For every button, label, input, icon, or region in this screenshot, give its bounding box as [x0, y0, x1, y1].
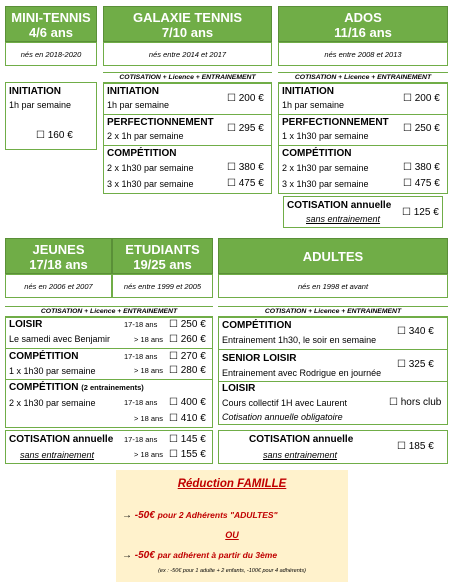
galaxie-box: [103, 82, 272, 194]
divider: [104, 145, 271, 146]
galaxie-comp-price2[interactable]: [227, 178, 264, 190]
jeunes-title: JEUNES: [32, 242, 85, 257]
galaxie-comp-line2: 3 x 1h30 par semaine: [107, 179, 194, 189]
checkbox-icon[interactable]: ☐: [169, 413, 178, 424]
jeunes-caption: COTISATION + Licence + ENTRAINEMENT: [5, 306, 213, 318]
checkbox-icon[interactable]: ☐: [389, 397, 398, 408]
price-value: 270 €: [180, 351, 206, 362]
adultes-senior-line: Entrainement avec Rodrigue en journée: [222, 368, 382, 378]
jeunes-comp2-price2[interactable]: [169, 413, 206, 425]
divider: [6, 348, 212, 349]
galaxie-initiation-line: 1h par semaine: [107, 100, 170, 110]
price-value: 250 €: [180, 319, 206, 330]
arrow-icon: →: [122, 550, 132, 561]
ados-perf-title: PERFECTIONNEMENT: [282, 117, 389, 128]
reduction-line2: [122, 550, 277, 561]
checkbox-icon[interactable]: ☐: [403, 162, 412, 173]
galaxie-initiation-price[interactable]: [227, 93, 264, 105]
galaxie-comp-line1: 2 x 1h30 par semaine: [107, 163, 194, 173]
price-value: 250 €: [414, 123, 440, 134]
jeunes-cotis-sub: sans entrainement: [20, 450, 95, 460]
ados-comp-line1: 2 x 1h30 par semaine: [282, 163, 369, 173]
reduction-famille-box: [116, 470, 348, 582]
checkbox-icon[interactable]: ☐: [402, 207, 411, 218]
divider: [6, 379, 212, 380]
jeunes-comp1-title: COMPÉTITION: [9, 351, 79, 362]
ados-cotisation-box: [283, 196, 443, 228]
etudiants-header: [112, 238, 213, 274]
divider: [219, 381, 447, 382]
reduction-line1-amount: -50€: [134, 510, 155, 521]
ados-comp-price1[interactable]: [403, 162, 440, 174]
age-label: > 18 ans: [134, 414, 163, 423]
reduction-line2-amount: -50€: [134, 550, 155, 561]
jeunes-header: [5, 238, 112, 274]
comp2-note: (2 entrainements): [81, 383, 144, 392]
price-value: 200 €: [238, 93, 264, 104]
checkbox-icon[interactable]: ☐: [36, 130, 45, 141]
checkbox-icon[interactable]: ☐: [227, 123, 236, 134]
price-value: 325 €: [408, 359, 434, 370]
price-value: 260 €: [180, 334, 206, 345]
price-value: 185 €: [408, 441, 434, 452]
adultes-caption: COTISATION + Licence + ENTRAINEMENT: [218, 306, 448, 318]
price-value: 200 €: [414, 93, 440, 104]
ados-comp-line2: 3 x 1h30 par semaine: [282, 179, 369, 189]
checkbox-icon[interactable]: ☐: [397, 441, 406, 452]
mini-price[interactable]: [36, 130, 73, 142]
price-value: 280 €: [180, 365, 206, 376]
ados-header: [278, 6, 448, 42]
adultes-box: [218, 316, 448, 425]
price-value: 125 €: [413, 207, 439, 218]
adultes-title: ADULTES: [302, 248, 364, 264]
age-label: 17-18 ans: [124, 435, 158, 444]
checkbox-icon[interactable]: ☐: [227, 93, 236, 104]
ados-caption: COTISATION + Licence + ENTRAINEMENT: [278, 72, 448, 84]
adultes-loisir-sub: Cotisation annuelle obligatoire: [222, 412, 343, 422]
ados-box: [278, 82, 448, 194]
price-value: 295 €: [238, 123, 264, 134]
ados-initiation-title: INITIATION: [282, 86, 335, 97]
ados-initiation-price[interactable]: [403, 93, 440, 105]
adultes-loisir-title: LOISIR: [222, 383, 256, 394]
galaxie-perf-price[interactable]: [227, 123, 264, 135]
jeunes-cotis-price1[interactable]: [169, 434, 206, 446]
ados-age: 11/16 ans: [334, 25, 392, 40]
checkbox-icon[interactable]: ☐: [403, 123, 412, 134]
checkbox-icon[interactable]: ☐: [169, 434, 178, 445]
galaxie-title: GALAXIE TENNIS: [132, 10, 243, 25]
age-label: > 18 ans: [134, 450, 163, 459]
galaxie-perf-line: 2 x 1h par semaine: [107, 131, 184, 141]
adultes-header: [218, 238, 448, 274]
mini-tennis-title: MINI-TENNIS: [11, 10, 91, 25]
comp2-title-text: COMPÉTITION: [9, 382, 79, 393]
reduction-line1: [122, 510, 278, 521]
ados-comp-price2[interactable]: [403, 178, 440, 190]
adultes-comp-price[interactable]: [397, 326, 434, 338]
adultes-cotis-sub: sans entrainement: [263, 450, 338, 460]
adultes-comp-line: Entrainement 1h30, le soir en semaine: [222, 335, 377, 345]
ados-comp-title: COMPÉTITION: [282, 148, 352, 159]
checkbox-icon[interactable]: ☐: [169, 449, 178, 460]
mini-tennis-age: 4/6 ans: [28, 25, 74, 40]
ados-cotis-title: COTISATION annuelle: [287, 200, 392, 211]
checkbox-icon[interactable]: ☐: [397, 359, 406, 370]
adultes-born: nés en 1998 et avant: [218, 274, 448, 298]
checkbox-icon[interactable]: ☐: [169, 365, 178, 376]
mini-initiation-title: INITIATION: [9, 86, 62, 97]
jeunes-loisir-price1[interactable]: [169, 319, 206, 331]
ados-cotis-sub: sans entrainement: [306, 214, 381, 224]
mini-tennis-born: nés en 2018-2020: [5, 42, 97, 66]
jeunes-age: 17/18 ans: [29, 257, 88, 272]
adultes-senior-price[interactable]: [397, 359, 434, 371]
checkbox-icon[interactable]: ☐: [403, 178, 412, 189]
price-value: 400 €: [180, 397, 206, 408]
jeunes-cotis-price2[interactable]: [169, 449, 206, 461]
jeunes-comp1-line: 1 x 1h30 par semaine: [9, 366, 96, 376]
galaxie-comp-title: COMPÉTITION: [107, 148, 177, 159]
checkbox-icon[interactable]: ☐: [227, 162, 236, 173]
jeunes-comp2-line: 2 x 1h30 par semaine: [9, 398, 96, 408]
divider: [279, 114, 447, 115]
price-value: 410 €: [180, 413, 206, 424]
jeunes-loisir-title: LOISIR: [9, 319, 43, 330]
divider: [104, 114, 271, 115]
checkbox-icon[interactable]: ☐: [403, 93, 412, 104]
price-value: 380 €: [238, 162, 264, 173]
mini-tennis-header: [5, 6, 97, 42]
adultes-senior-title: SENIOR LOISIR: [222, 353, 297, 364]
galaxie-born: nés entre 2014 et 2017: [103, 42, 272, 66]
age-label: 17-18 ans: [124, 320, 158, 329]
galaxie-age: 7/10 ans: [161, 25, 214, 40]
checkbox-icon[interactable]: ☐: [227, 178, 236, 189]
reduction-line1-text: pour 2 Adhérents "ADULTES": [157, 510, 278, 520]
reduction-example: (ex : -50€ pour 1 adulte + 2 enfants, -100€ pour 4 adhérents): [158, 568, 306, 574]
age-label: > 18 ans: [134, 366, 163, 375]
divider: [219, 349, 447, 350]
checkbox-icon[interactable]: ☐: [169, 319, 178, 330]
price-value: hors club: [400, 397, 442, 408]
adultes-cotis-title: COTISATION annuelle: [249, 434, 354, 445]
etudiants-born: nés entre 1999 et 2005: [112, 274, 213, 298]
age-label: 17-18 ans: [124, 352, 158, 361]
reduction-title: Réduction FAMILLE: [177, 478, 287, 490]
checkbox-icon[interactable]: ☐: [169, 351, 178, 362]
mini-initiation-box: [5, 82, 97, 150]
age-label: 17-18 ans: [124, 398, 158, 407]
galaxie-header: [103, 6, 272, 42]
ados-cotis-price[interactable]: [402, 207, 439, 219]
jeunes-comp2-price1[interactable]: [169, 397, 206, 409]
price-value: 155 €: [180, 449, 206, 460]
ados-born: nés entre 2008 et 2013: [278, 42, 448, 66]
etudiants-title: ETUDIANTS: [125, 242, 200, 257]
ados-perf-line: 1 x 1h30 par semaine: [282, 131, 369, 141]
jeunes-loisir-line: Le samedi avec Benjamir: [9, 334, 111, 344]
jeunes-cotis-title: COTISATION annuelle: [9, 434, 114, 445]
adultes-cotisation-box: [218, 430, 448, 464]
adultes-loisir-line: Cours collectif 1H avec Laurent: [222, 398, 348, 408]
adultes-loisir-price[interactable]: [389, 397, 441, 409]
jeunes-comp1-price1[interactable]: [169, 351, 206, 363]
mini-price-value: 160 €: [47, 130, 73, 141]
jeunes-comp2-title: [9, 382, 144, 394]
galaxie-initiation-title: INITIATION: [107, 86, 160, 97]
age-label: > 18 ans: [134, 335, 163, 344]
adultes-comp-title: COMPÉTITION: [222, 320, 292, 331]
jeunes-cotisation-box: [5, 430, 213, 464]
checkbox-icon[interactable]: ☐: [397, 326, 406, 337]
mini-initiation-freq: 1h par semaine: [9, 100, 72, 110]
reduction-line2-text: par adhérent à partir du 3ème: [157, 550, 278, 560]
divider: [279, 145, 447, 146]
jeunes-comp1-price2[interactable]: [169, 365, 206, 377]
price-value: 475 €: [238, 178, 264, 189]
price-value: 145 €: [180, 434, 206, 445]
checkbox-icon[interactable]: ☐: [169, 334, 178, 345]
ados-title: ADOS: [344, 10, 382, 25]
galaxie-caption: COTISATION + Licence + ENTRAINEMENT: [103, 72, 272, 84]
galaxie-perf-title: PERFECTIONNEMENT: [107, 117, 214, 128]
reduction-ou: OU: [225, 530, 239, 540]
ados-perf-price[interactable]: [403, 123, 440, 135]
price-value: 340 €: [408, 326, 434, 337]
galaxie-comp-price1[interactable]: [227, 162, 264, 174]
jeunes-born: nés en 2006 et 2007: [5, 274, 112, 298]
checkbox-icon[interactable]: ☐: [169, 397, 178, 408]
etudiants-age: 19/25 ans: [133, 257, 192, 272]
jeunes-box: [5, 316, 213, 428]
adultes-cotis-price[interactable]: [397, 441, 434, 453]
price-value: 380 €: [414, 162, 440, 173]
price-value: 475 €: [414, 178, 440, 189]
ados-initiation-line: 1h par semaine: [282, 100, 345, 110]
arrow-icon: →: [122, 510, 132, 521]
jeunes-loisir-price2[interactable]: [169, 334, 206, 346]
